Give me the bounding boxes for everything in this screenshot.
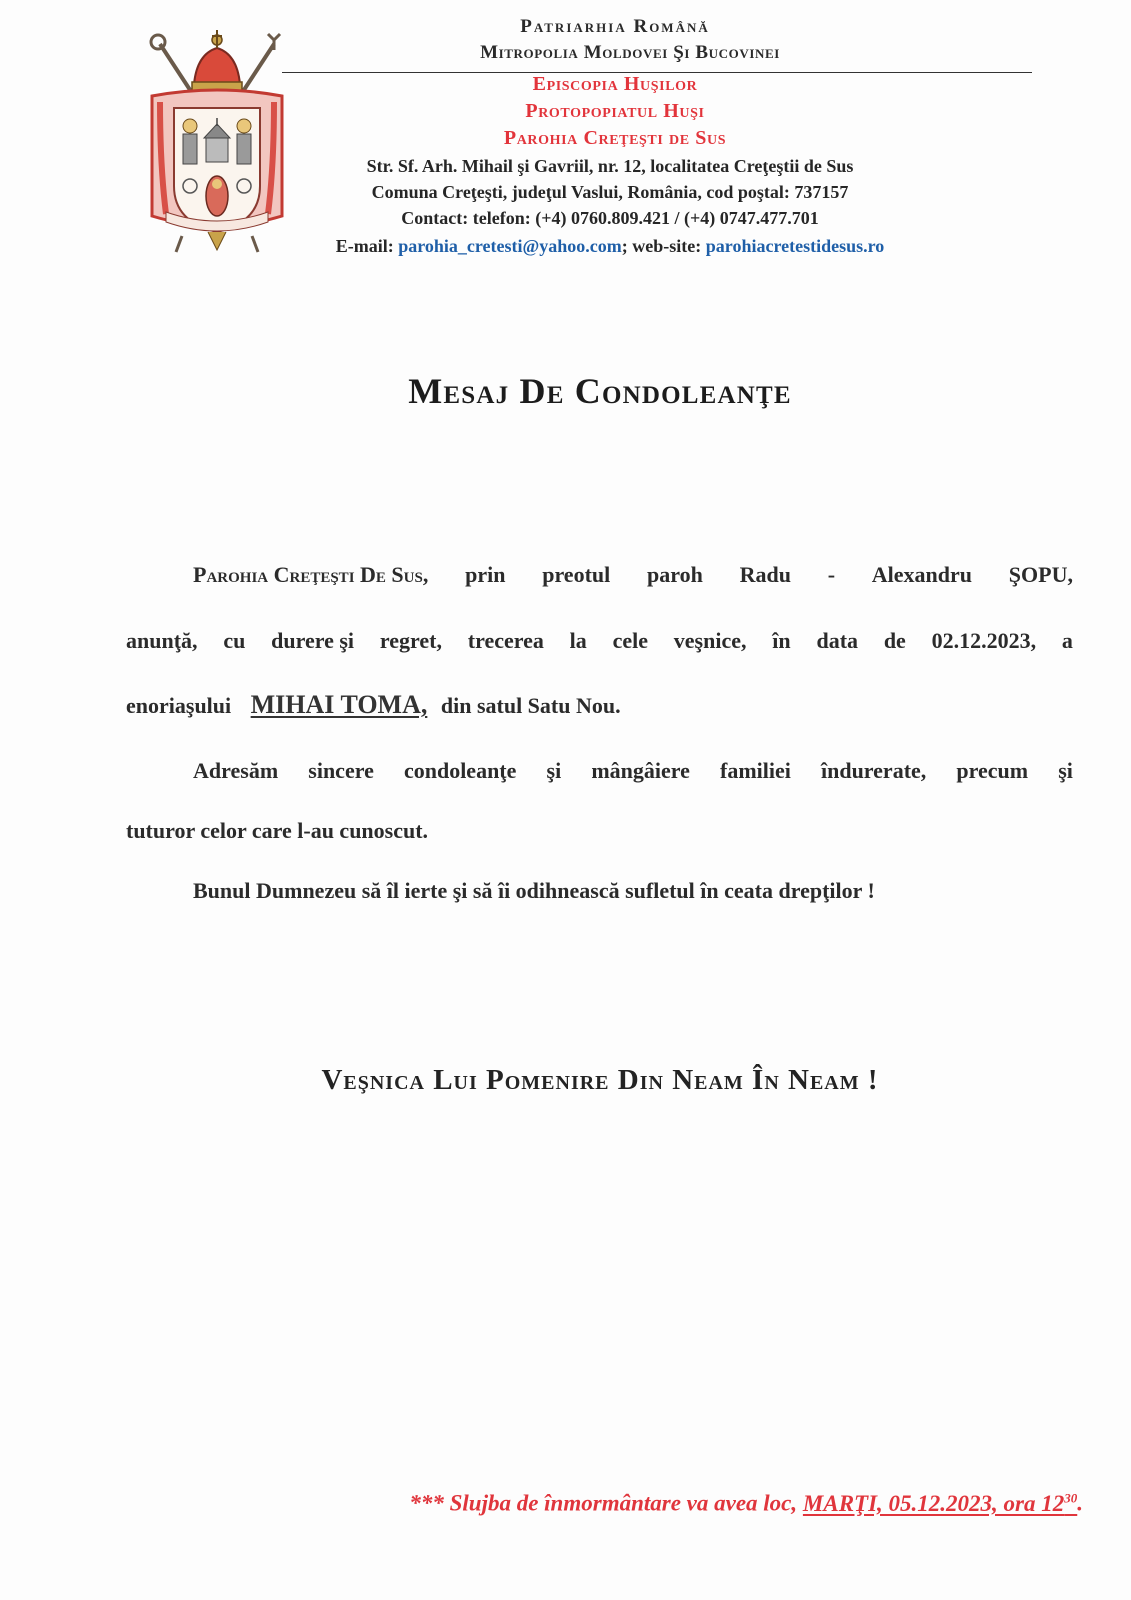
word: de xyxy=(883,628,906,653)
email-link[interactable]: parohia_cretesti@yahoo.com xyxy=(398,236,622,256)
metropolis-heading: Mitropolia Moldovei Şi Bucovinei xyxy=(480,42,780,63)
service-datetime xyxy=(803,1491,1077,1516)
word: mângâiere xyxy=(591,758,690,783)
word: 02.12.2023, xyxy=(931,628,1037,653)
paragraph-3: Bunul Dumnezeu să îl ierte şi să îi odihnească sufletul în ceata drepţilor ! xyxy=(193,878,875,903)
word: Parohia Creţeşti De Sus, xyxy=(193,562,429,587)
email-label: E-mail: xyxy=(335,236,394,256)
word: familiei xyxy=(720,758,791,783)
paragraph-1-line-2 xyxy=(126,628,1073,654)
deceased-name: MIHAI TOMA, xyxy=(250,690,428,719)
word: condoleanţe xyxy=(403,758,517,783)
word: ŞOPU, xyxy=(1008,562,1073,587)
word: precum xyxy=(956,758,1029,783)
service-date: MARŢI, 05.12.2023, ora 12 xyxy=(802,1490,1065,1516)
memorial-closing: Veşnica Lui Pomenire Din Neam În Neam ! xyxy=(321,1064,879,1096)
word: anunţă, xyxy=(126,628,198,653)
word: sincere xyxy=(308,758,374,783)
address-street: Str. Sf. Arh. Mihail şi Gavriil, nr. 12, localitatea Creţeştii de Sus xyxy=(366,156,854,176)
website-link[interactable]: parohiacretestidesus.ro xyxy=(705,236,885,256)
contact-phones: Contact: telefon: (+4) 0760.809.421 / (+4) 0747.477.701 xyxy=(401,208,819,228)
funeral-service-note xyxy=(409,1490,1083,1517)
word: la xyxy=(569,628,587,653)
word: durere şi xyxy=(271,628,355,653)
word: îndurerate, xyxy=(820,758,927,783)
protopopiat-heading: Protopopiatul Huşi xyxy=(525,100,705,122)
parishioner-label: enoriaşului xyxy=(126,693,232,718)
village-text: din satul Satu Nou. xyxy=(440,693,621,718)
word: în xyxy=(772,628,791,653)
word: cu xyxy=(223,628,246,653)
word: paroh xyxy=(647,562,703,587)
website-label: web-site: xyxy=(632,236,702,256)
service-suffix: . xyxy=(1077,1490,1083,1516)
word: preotul xyxy=(542,562,611,587)
word: Alexandru xyxy=(871,562,973,587)
paragraph-2-line-1 xyxy=(193,758,1073,784)
word: trecerea xyxy=(467,628,544,653)
word: Adresăm xyxy=(193,758,279,783)
contact-separator: ; xyxy=(621,236,628,256)
patriarchy-heading: Patriarhia Română xyxy=(520,16,710,37)
paragraph-1-line-3 xyxy=(126,690,621,720)
parish-heading: Parohia Creţeşti de Sus xyxy=(503,127,727,149)
word: prin xyxy=(465,562,506,587)
word: şi xyxy=(546,758,562,783)
paragraph-2-line-2: tuturor celor care l-au cunoscut. xyxy=(126,818,429,843)
document-title: Mesaj De Condoleanţe xyxy=(408,371,792,411)
word: şi xyxy=(1058,758,1073,783)
address-locality: Comuna Creţeşti, judeţul Vaslui, România, cod poştal: 737157 xyxy=(371,182,849,202)
word: data xyxy=(816,628,859,653)
service-prefix: *** Slujba de înmormântare va avea loc, xyxy=(409,1490,798,1516)
episcopate-heading: Episcopia Huşilor xyxy=(532,73,698,95)
word: - xyxy=(827,562,836,587)
word: Radu xyxy=(739,562,791,587)
word: veşnice, xyxy=(673,628,747,653)
service-minutes: 30 xyxy=(1064,1490,1078,1505)
word: a xyxy=(1061,628,1073,653)
word: regret, xyxy=(379,628,442,653)
contact-online xyxy=(260,236,960,257)
paragraph-1-line-1 xyxy=(193,562,1073,588)
word: cele xyxy=(612,628,648,653)
